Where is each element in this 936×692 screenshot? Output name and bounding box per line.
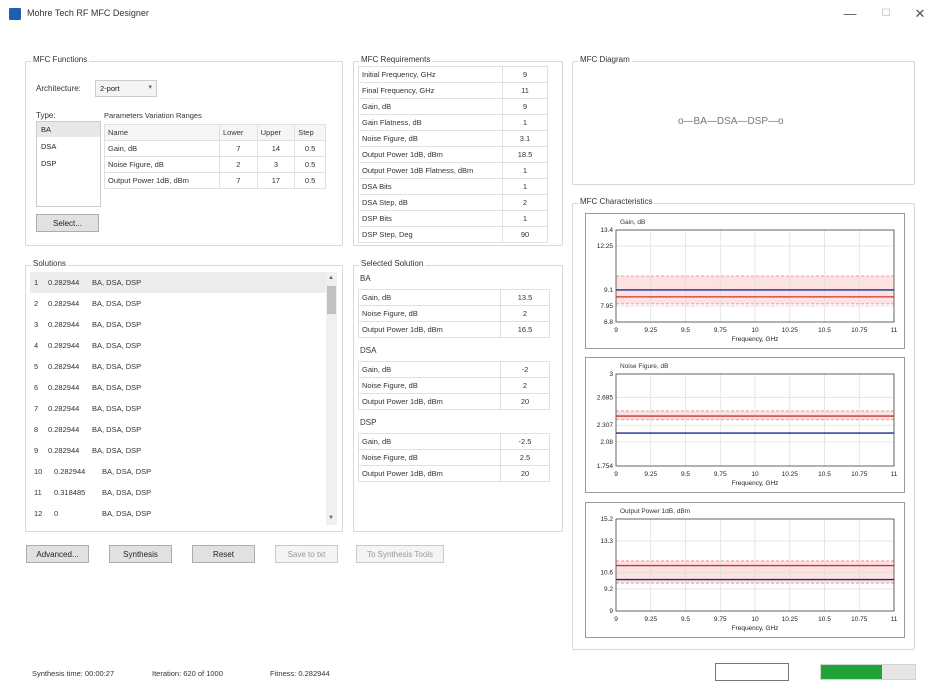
solution-index: 5 <box>34 362 39 371</box>
selected-param-name: Output Power 1dB, dBm <box>359 394 501 410</box>
solution-fitness: 0 <box>54 509 59 518</box>
requirement-row[interactable] <box>359 99 548 115</box>
x-tick-label: 9.5 <box>680 616 691 623</box>
selected-row <box>359 378 550 394</box>
solution-fitness: 0.282944 <box>48 299 80 308</box>
selected-param-value: 20 <box>501 466 550 482</box>
reset-button[interactable]: Reset <box>192 545 255 563</box>
x-tick-label: 10.25 <box>781 616 798 623</box>
x-tick-label: 9.25 <box>644 616 658 623</box>
x-tick-label: 10.25 <box>781 327 798 334</box>
selected-param-value: 2.5 <box>501 450 550 466</box>
progress-bar-fill <box>821 665 882 679</box>
solution-row[interactable] <box>30 419 326 440</box>
y-tick-label: 2.307 <box>596 422 613 430</box>
y-tick-label: 6.8 <box>603 319 613 326</box>
requirement-value[interactable]: 9 <box>503 67 548 83</box>
scroll-up-icon[interactable]: ▲ <box>328 275 334 281</box>
solution-functions: BA, DSA, DSP <box>92 425 142 434</box>
section-table <box>358 361 550 410</box>
section-table <box>358 289 550 338</box>
requirement-row[interactable] <box>359 179 548 195</box>
solution-index: 1 <box>34 278 39 287</box>
solution-index: 7 <box>34 404 39 413</box>
x-tick-label: 10.5 <box>818 616 831 623</box>
type-item-ba[interactable]: BA <box>41 125 52 134</box>
y-tick-label: 13.4 <box>600 227 613 234</box>
solution-fitness: 0.282944 <box>48 341 80 350</box>
fitness-status: Fitness: 0.282944 <box>270 669 330 678</box>
status-field <box>715 663 789 681</box>
selected-param-value: 20 <box>501 394 550 410</box>
solution-row[interactable] <box>30 335 326 356</box>
gain-chart <box>586 214 904 348</box>
range-lower[interactable]: 2 <box>220 157 258 173</box>
x-tick-label: 10 <box>751 616 759 623</box>
section-table <box>358 433 550 482</box>
y-tick-label: 10.6 <box>600 569 613 577</box>
architecture-select[interactable] <box>95 80 157 97</box>
ranges-col-lower: Lower <box>220 125 258 141</box>
chart-title: Output Power 1dB, dBm <box>620 508 691 515</box>
x-tick-label: 10.75 <box>851 471 868 478</box>
selected-row <box>359 306 550 322</box>
requirement-value[interactable]: 3.1 <box>503 131 548 147</box>
diagram-legend: MFC Diagram <box>580 55 630 64</box>
x-tick-label: 9.25 <box>644 327 658 334</box>
requirement-row[interactable] <box>359 115 548 131</box>
y-tick-label: 2.685 <box>596 394 613 402</box>
selected-solution-area <box>358 274 553 524</box>
synthesis-time: Synthesis time: 00:00:27 <box>32 669 115 678</box>
x-tick-label: 9.5 <box>680 471 691 478</box>
y-tick-label: 9.1 <box>603 286 613 294</box>
x-tick-label: 10.5 <box>818 471 831 478</box>
ranges-label: Parameters Variation Ranges <box>104 111 202 120</box>
type-label: Type: <box>36 111 56 120</box>
selected-param-name: Gain, dB <box>359 290 501 306</box>
noise-figure-chart <box>586 358 904 492</box>
requirement-name: Noise Figure, dB <box>359 131 503 147</box>
title-bar <box>0 0 936 28</box>
chevron-down-icon: ▾ <box>148 84 152 91</box>
x-tick-label: 10.25 <box>781 471 798 478</box>
ranges-row[interactable] <box>105 157 326 173</box>
solution-functions: BA, DSA, DSP <box>102 509 152 518</box>
section-heading: DSA <box>360 346 377 355</box>
to-synthesis-tools-button[interactable]: To Synthesis Tools <box>356 545 444 563</box>
selected-row <box>359 394 550 410</box>
solution-functions: BA, DSA, DSP <box>92 320 142 329</box>
requirement-value[interactable]: 1 <box>503 211 548 227</box>
solution-functions: BA, DSA, DSP <box>92 383 142 392</box>
selected-param-name: Noise Figure, dB <box>359 450 501 466</box>
progress-bar <box>820 664 916 680</box>
requirement-value[interactable]: 90 <box>503 227 548 243</box>
requirement-value[interactable]: 18.5 <box>503 147 548 163</box>
requirement-row[interactable] <box>359 147 548 163</box>
solution-index: 8 <box>34 425 39 434</box>
type-list[interactable] <box>36 121 101 207</box>
save-to-txt-button[interactable]: Save to txt <box>275 545 338 563</box>
window-title: Mohre Tech RF MFC Designer <box>27 8 149 18</box>
x-tick-label: 9.75 <box>713 616 727 623</box>
requirement-value[interactable]: 1 <box>503 179 548 195</box>
range-lower[interactable]: 7 <box>220 141 258 157</box>
ranges-col-step: Step <box>295 125 326 141</box>
requirement-row[interactable] <box>359 211 548 227</box>
solution-fitness: 0.282944 <box>54 467 86 476</box>
output-power-chart-box <box>585 502 905 638</box>
solution-row[interactable] <box>30 314 326 335</box>
solutions-scrollbar[interactable] <box>326 272 337 525</box>
solution-functions: BA, DSA, DSP <box>92 362 142 371</box>
y-tick-label: 3 <box>609 371 613 378</box>
x-tick-label: 10 <box>751 327 759 334</box>
ranges-header-row <box>105 125 326 141</box>
selected-param-value: 2 <box>501 306 550 322</box>
requirement-value[interactable]: 11 <box>503 83 548 99</box>
solution-row[interactable] <box>30 398 326 419</box>
selected-row <box>359 450 550 466</box>
selected-solution-legend: Selected Solution <box>361 259 424 268</box>
solution-index: 6 <box>34 383 39 392</box>
synthesis-button[interactable]: Synthesis <box>109 545 172 563</box>
requirement-value[interactable]: 1 <box>503 115 548 131</box>
solution-row[interactable] <box>30 272 326 293</box>
selected-param-value: 16.5 <box>501 322 550 338</box>
mfc-diagram: o—BA—DSA—DSP—o <box>678 116 784 127</box>
x-tick-label: 9 <box>614 616 618 623</box>
solution-index: 4 <box>34 341 39 350</box>
y-tick-label: 2.08 <box>600 438 613 446</box>
iteration-status: Iteration: 620 of 1000 <box>152 669 223 678</box>
selected-param-name: Output Power 1dB, dBm <box>359 466 501 482</box>
solution-functions: BA, DSA, DSP <box>92 404 142 413</box>
requirement-row[interactable] <box>359 131 548 147</box>
ranges-table <box>104 124 326 189</box>
requirement-name: Final Frequency, GHz <box>359 83 503 99</box>
range-upper[interactable]: 14 <box>257 141 295 157</box>
x-tick-label: 10.75 <box>851 327 868 334</box>
solutions-legend: Solutions <box>33 259 66 268</box>
x-tick-label: 9 <box>614 471 618 478</box>
solution-row[interactable] <box>30 503 326 524</box>
requirement-name: Initial Frequency, GHz <box>359 67 503 83</box>
solution-row[interactable] <box>30 461 326 482</box>
selected-param-value: -2 <box>501 362 550 378</box>
gain-chart-box <box>585 213 905 349</box>
solution-fitness: 0.282944 <box>48 383 80 392</box>
selected-row <box>359 322 550 338</box>
solution-index: 2 <box>34 299 39 308</box>
solution-index: 11 <box>34 488 42 497</box>
solution-row[interactable] <box>30 356 326 377</box>
type-item-dsa[interactable]: DSA <box>41 142 57 151</box>
solution-index: 12 <box>34 509 43 518</box>
selected-row <box>359 362 550 378</box>
x-axis-label: Frequency, GHz <box>731 336 779 343</box>
section-heading: BA <box>360 274 371 283</box>
selected-row <box>359 290 550 306</box>
x-axis-label: Frequency, GHz <box>731 625 779 632</box>
ranges-row[interactable] <box>105 173 326 189</box>
solution-functions: BA, DSA, DSP <box>102 467 152 476</box>
solution-index: 9 <box>34 446 39 455</box>
app-icon <box>9 8 21 20</box>
y-tick-label: 13.3 <box>600 538 613 546</box>
architecture-label: Architecture: <box>36 84 81 93</box>
requirement-value[interactable]: 1 <box>503 163 548 179</box>
range-step[interactable]: 0.5 <box>295 157 326 173</box>
requirement-row[interactable] <box>359 227 548 243</box>
requirements-table <box>358 66 548 243</box>
x-tick-label: 11 <box>890 471 898 478</box>
selected-param-name: Gain, dB <box>359 434 501 450</box>
requirement-name: DSP Step, Deg <box>359 227 503 243</box>
requirement-name: Gain, dB <box>359 99 503 115</box>
y-tick-label: 9 <box>609 608 613 615</box>
selected-param-name: Output Power 1dB, dBm <box>359 322 501 338</box>
architecture-value: 2-port <box>100 84 120 93</box>
selected-param-name: Gain, dB <box>359 362 501 378</box>
select-button[interactable]: Select... <box>36 214 99 232</box>
selected-param-name: Noise Figure, dB <box>359 378 501 394</box>
mfc-functions-legend: MFC Functions <box>33 55 88 64</box>
solution-row[interactable] <box>30 440 326 461</box>
close-button[interactable]: ✕ <box>914 6 926 21</box>
solution-fitness: 0.282944 <box>48 320 80 329</box>
requirement-row[interactable] <box>359 195 548 211</box>
x-tick-label: 10.5 <box>818 327 831 334</box>
y-tick-label: 12.25 <box>596 243 613 251</box>
selected-param-value: 13.5 <box>501 290 550 306</box>
solution-fitness: 0.282944 <box>48 425 80 434</box>
solution-functions: BA, DSA, DSP <box>92 446 142 455</box>
ranges-col-upper: Upper <box>257 125 295 141</box>
advanced-button[interactable]: Advanced... <box>26 545 89 563</box>
y-tick-label: 1.754 <box>596 463 613 470</box>
x-tick-label: 10.75 <box>851 616 868 623</box>
requirement-name: DSA Bits <box>359 179 503 195</box>
range-name: Output Power 1dB, dBm <box>105 173 220 189</box>
section-heading: DSP <box>360 418 377 427</box>
x-tick-label: 10 <box>751 471 759 478</box>
requirement-name: Gain Flatness, dB <box>359 115 503 131</box>
range-lower[interactable]: 7 <box>220 173 258 189</box>
solution-fitness: 0.282944 <box>48 278 80 287</box>
requirement-name: DSA Step, dB <box>359 195 503 211</box>
range-name: Gain, dB <box>105 141 220 157</box>
scrollbar-thumb[interactable] <box>327 286 336 314</box>
selected-row <box>359 466 550 482</box>
y-tick-label: 7.95 <box>600 302 613 310</box>
solution-fitness: 0.282944 <box>48 404 80 413</box>
range-step[interactable]: 0.5 <box>295 141 326 157</box>
requirement-row[interactable] <box>359 163 548 179</box>
solution-functions: BA, DSA, DSP <box>102 488 152 497</box>
x-tick-label: 11 <box>890 327 898 334</box>
output-power-chart <box>586 503 904 637</box>
maximize-button[interactable]: ☐ <box>881 8 891 19</box>
solution-row[interactable] <box>30 482 326 503</box>
solution-index: 3 <box>34 320 39 329</box>
solution-row[interactable] <box>30 293 326 314</box>
x-tick-label: 9.75 <box>713 327 727 334</box>
requirement-row[interactable] <box>359 83 548 99</box>
requirements-legend: MFC Requirements <box>361 55 431 64</box>
selected-param-name: Noise Figure, dB <box>359 306 501 322</box>
chart-title: Gain, dB <box>620 219 646 226</box>
solution-row[interactable] <box>30 377 326 398</box>
y-tick-label: 15.2 <box>600 516 613 523</box>
solutions-list[interactable] <box>30 272 326 525</box>
requirement-name: Output Power 1dB Flatness, dBm <box>359 163 503 179</box>
solution-functions: BA, DSA, DSP <box>92 278 142 287</box>
x-tick-label: 9.5 <box>680 327 691 334</box>
scroll-down-icon[interactable]: ▼ <box>328 515 334 521</box>
selected-row <box>359 434 550 450</box>
requirement-row[interactable] <box>359 67 548 83</box>
selected-param-value: -2.5 <box>501 434 550 450</box>
range-name: Noise Figure, dB <box>105 157 220 173</box>
requirement-name: DSP Bits <box>359 211 503 227</box>
type-item-dsp[interactable]: DSP <box>41 159 57 168</box>
range-upper[interactable]: 17 <box>257 173 295 189</box>
solution-index: 10 <box>34 467 43 476</box>
solution-functions: BA, DSA, DSP <box>92 299 142 308</box>
requirement-name: Output Power 1dB, dBm <box>359 147 503 163</box>
x-tick-label: 9 <box>614 327 618 334</box>
x-axis-label: Frequency, GHz <box>731 480 779 487</box>
solution-fitness: 0.282944 <box>48 446 80 455</box>
x-tick-label: 11 <box>890 616 898 623</box>
x-tick-label: 9.75 <box>713 471 727 478</box>
ranges-col-name: Name <box>105 125 220 141</box>
minimize-button[interactable]: — <box>843 6 857 21</box>
solution-fitness: 0.318485 <box>54 488 86 497</box>
chart-title: Noise Figure, dB <box>620 363 669 370</box>
range-step[interactable]: 0.5 <box>295 173 326 189</box>
y-tick-label: 9.2 <box>603 585 613 593</box>
selected-param-value: 2 <box>501 378 550 394</box>
x-tick-label: 9.25 <box>644 471 658 478</box>
noise-figure-chart-box <box>585 357 905 493</box>
requirement-value[interactable]: 9 <box>503 99 548 115</box>
solution-fitness: 0.282944 <box>48 362 80 371</box>
characteristics-legend: MFC Characteristics <box>580 197 653 206</box>
solution-functions: BA, DSA, DSP <box>92 341 142 350</box>
ranges-row[interactable] <box>105 141 326 157</box>
requirement-value[interactable]: 2 <box>503 195 548 211</box>
range-upper[interactable]: 3 <box>257 157 295 173</box>
